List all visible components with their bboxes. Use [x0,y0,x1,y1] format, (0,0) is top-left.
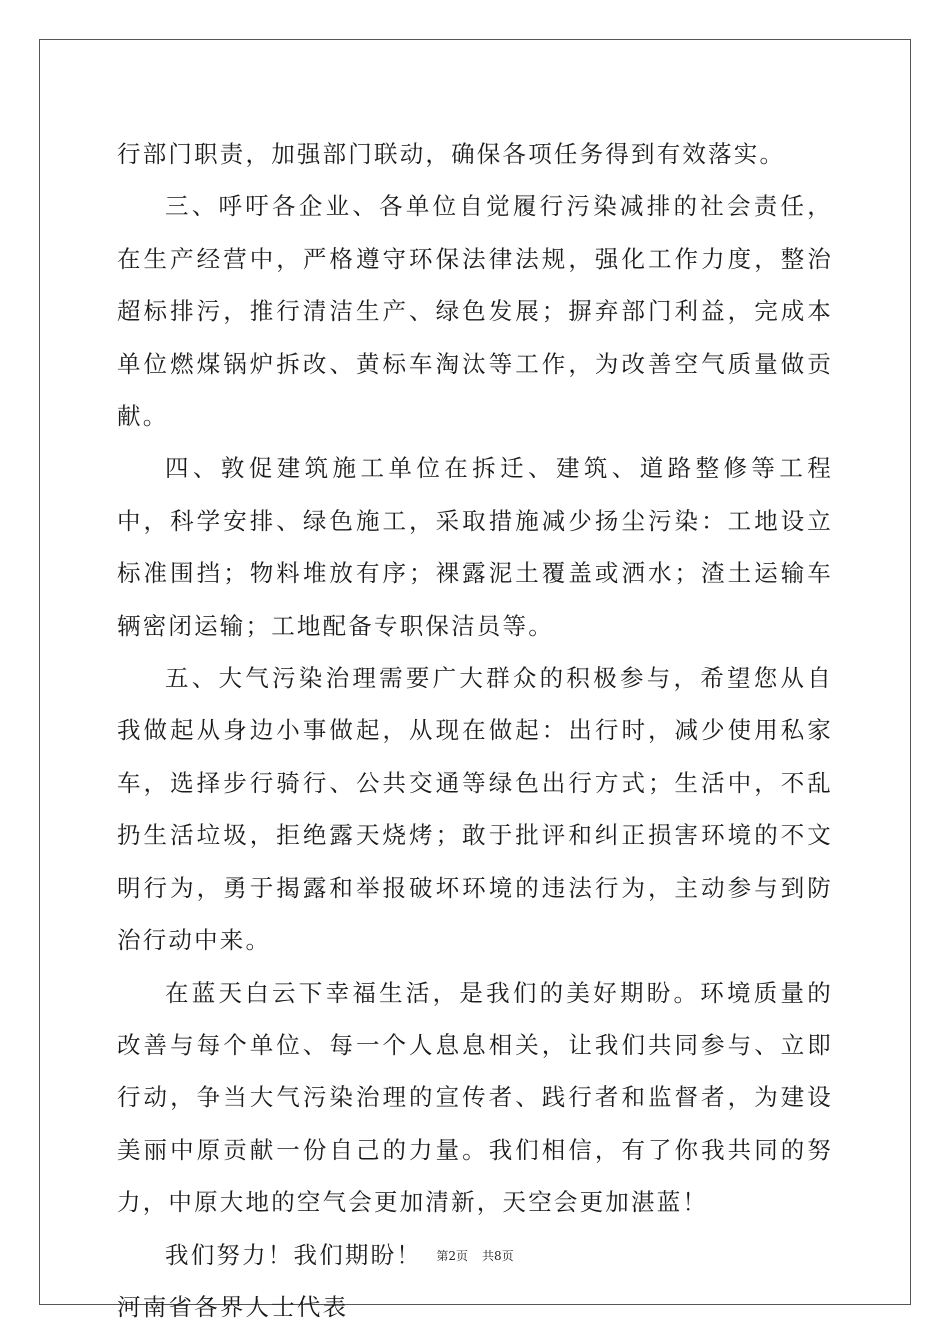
paragraph-item-4: 四、敦促建筑施工单位在拆迁、建筑、道路整修等工程中，科学安排、绿色施工，采取措施减少扬尘污染：工地设立标准围挡；物料堆放有序；裸露泥土覆盖或洒水；渣土运输车辆密闭运输；工地配备专职保洁员等。 [117,454,833,640]
paragraph-slogan: 我们努力！我们期盼！ [165,1240,422,1269]
signature: 河南省各界人士代表 [117,1292,349,1321]
current-page-number: 第2页 [436,1249,468,1263]
paragraph-item-5: 五、大气污染治理需要广大群众的积极参与，希望您从自我做起从身边小事做起，从现在做起：出行时，减少使用私家车，选择步行骑行、公共交通等绿色出行方式；生活中，不乱扔生活垃圾，拒绝露天烧烤；敢于批评和纠正损害环境的不文明行为，勇于揭露和举报破坏环境的违法行为，主动参与到防治行动中来。 [117,664,833,955]
paragraph-continuation: 行部门职责，加强部门联动，确保各项任务得到有效落实。 [117,140,786,168]
paragraph-closing: 在蓝天白云下幸福生活，是我们的美好期盼。环境质量的改善与每个单位、每一个人息息相关，让我们共同参与、立即行动，争当大气污染治理的宣传者、践行者和监督者，为建设美丽中原贡献一份自己的力量。我们相信，有了你我共同的努力，中原大地的空气会更加清新，天空会更加湛蓝！ [117,978,833,1217]
document-body [117,128,833,1333]
paragraph-item-3: 三、呼吁各企业、各单位自觉履行污染减排的社会责任，在生产经营中，严格遵守环保法律法规，强化工作力度，整治超标排污，推行清洁生产、绿色发展；摒弃部门利益，完成本单位燃煤锅炉拆改、黄标车淘汰等工作，为改善空气质量做贡献。 [117,192,833,431]
page-footer [0,1247,950,1264]
total-page-count: 共8页 [482,1249,514,1263]
